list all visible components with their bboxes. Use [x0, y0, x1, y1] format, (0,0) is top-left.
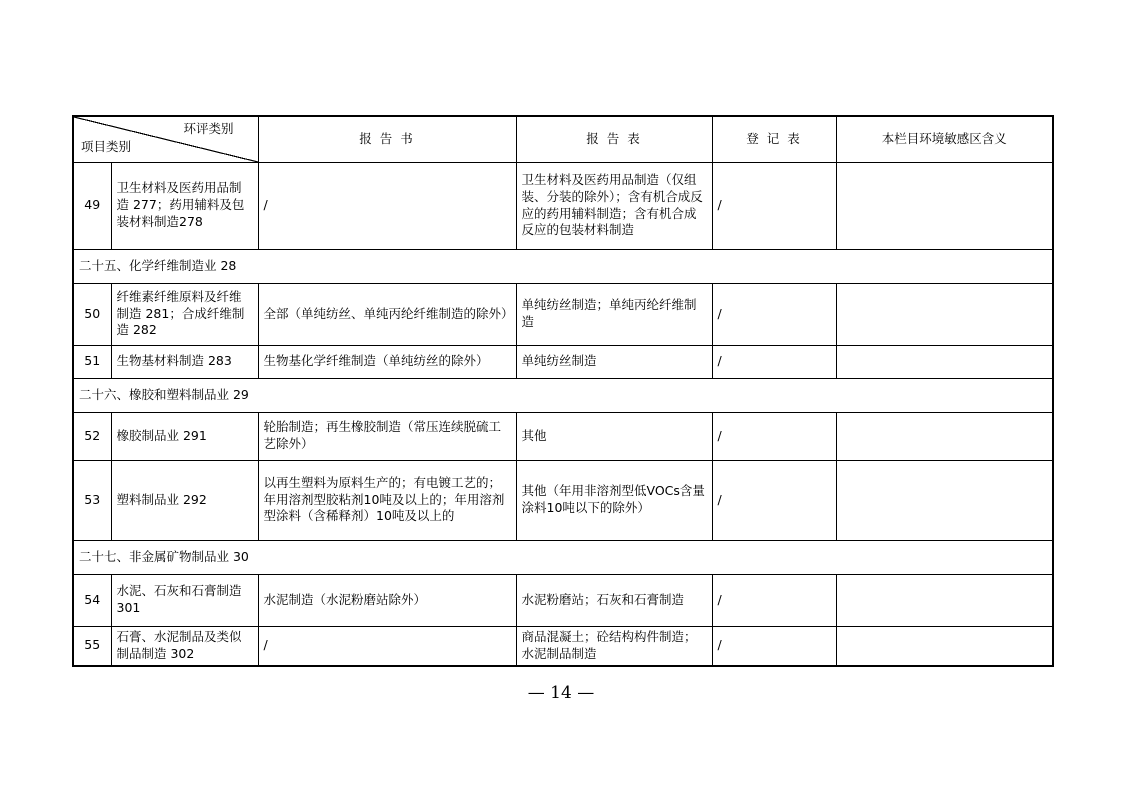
row-number: 52 — [73, 412, 111, 460]
sensitive-area-cell — [836, 460, 1053, 540]
table-row — [73, 626, 1053, 666]
report-book-cell: 以再生塑料为原料生产的；有电镀工艺的；年用溶剂型胶粘剂10吨及以上的；年用溶剂型涂料（含稀释剂）10吨及以上的 — [258, 460, 516, 540]
report-form-cell: 其他（年用非溶剂型低VOCs含量涂料10吨以下的除外） — [516, 460, 712, 540]
table-row — [73, 162, 1053, 249]
row-number: 49 — [73, 162, 111, 249]
registration-cell: / — [712, 345, 836, 378]
page-number: — 14 — — [527, 683, 595, 703]
diagonal-header-cell — [73, 116, 258, 162]
report-form-cell: 卫生材料及医药用品制造（仅组装、分装的除外）；含有机合成反应的药用辅料制造；含有机合成反应的包装材料制造 — [516, 162, 712, 249]
row-number: 53 — [73, 460, 111, 540]
item-category: 橡胶制品业 291 — [111, 412, 258, 460]
col-header-registration: 登 记 表 — [712, 116, 836, 162]
item-category: 塑料制品业 292 — [111, 460, 258, 540]
section-title: 二十五、化学纤维制造业 28 — [73, 249, 1053, 283]
report-book-cell: 轮胎制造；再生橡胶制造（常压连续脱硫工艺除外） — [258, 412, 516, 460]
classification-table — [72, 115, 1054, 667]
registration-cell: / — [712, 412, 836, 460]
table-row — [73, 345, 1053, 378]
report-book-cell: 水泥制造（水泥粉磨站除外） — [258, 574, 516, 626]
section-row — [73, 540, 1053, 574]
table-row — [73, 412, 1053, 460]
item-category: 卫生材料及医药用品制造 277；药用辅料及包装材料制造278 — [111, 162, 258, 249]
report-book-cell: / — [258, 626, 516, 666]
registration-cell: / — [712, 162, 836, 249]
sensitive-area-cell — [836, 626, 1053, 666]
sensitive-area-cell — [836, 162, 1053, 249]
report-book-cell: 全部（单纯纺丝、单纯丙纶纤维制造的除外） — [258, 283, 516, 345]
report-book-cell: / — [258, 162, 516, 249]
table-row — [73, 283, 1053, 345]
col-header-sensitive-area: 本栏目环境敏感区含义 — [836, 116, 1053, 162]
item-category: 生物基材料制造 283 — [111, 345, 258, 378]
table-row — [73, 460, 1053, 540]
report-form-cell: 商品混凝土；砼结构构件制造；水泥制品制造 — [516, 626, 712, 666]
section-row — [73, 249, 1053, 283]
report-form-cell: 其他 — [516, 412, 712, 460]
sensitive-area-cell — [836, 345, 1053, 378]
section-title: 二十七、非金属矿物制品业 30 — [73, 540, 1053, 574]
report-form-cell: 单纯纺丝制造；单纯丙纶纤维制造 — [516, 283, 712, 345]
corner-top-label: 环评类别 — [183, 121, 234, 136]
header-row — [73, 116, 1053, 162]
item-category: 纤维素纤维原料及纤维制造 281；合成纤维制造 282 — [111, 283, 258, 345]
item-category: 石膏、水泥制品及类似制品制造 302 — [111, 626, 258, 666]
section-row — [73, 378, 1053, 412]
report-form-cell: 单纯纺丝制造 — [516, 345, 712, 378]
registration-cell: / — [712, 283, 836, 345]
table-row — [73, 574, 1053, 626]
report-book-cell: 生物基化学纤维制造（单纯纺丝的除外） — [258, 345, 516, 378]
row-number: 55 — [73, 626, 111, 666]
report-form-cell: 水泥粉磨站；石灰和石膏制造 — [516, 574, 712, 626]
registration-cell: / — [712, 460, 836, 540]
section-title: 二十六、橡胶和塑料制品业 29 — [73, 378, 1053, 412]
item-category: 水泥、石灰和石膏制造 301 — [111, 574, 258, 626]
col-header-report-form: 报 告 表 — [516, 116, 712, 162]
col-header-report-book: 报 告 书 — [258, 116, 516, 162]
row-number: 54 — [73, 574, 111, 626]
sensitive-area-cell — [836, 574, 1053, 626]
registration-cell: / — [712, 574, 836, 626]
sensitive-area-cell — [836, 412, 1053, 460]
row-number: 50 — [73, 283, 111, 345]
sensitive-area-cell — [836, 283, 1053, 345]
row-number: 51 — [73, 345, 111, 378]
registration-cell: / — [712, 626, 836, 666]
corner-bottom-label: 项目类别 — [81, 138, 132, 154]
